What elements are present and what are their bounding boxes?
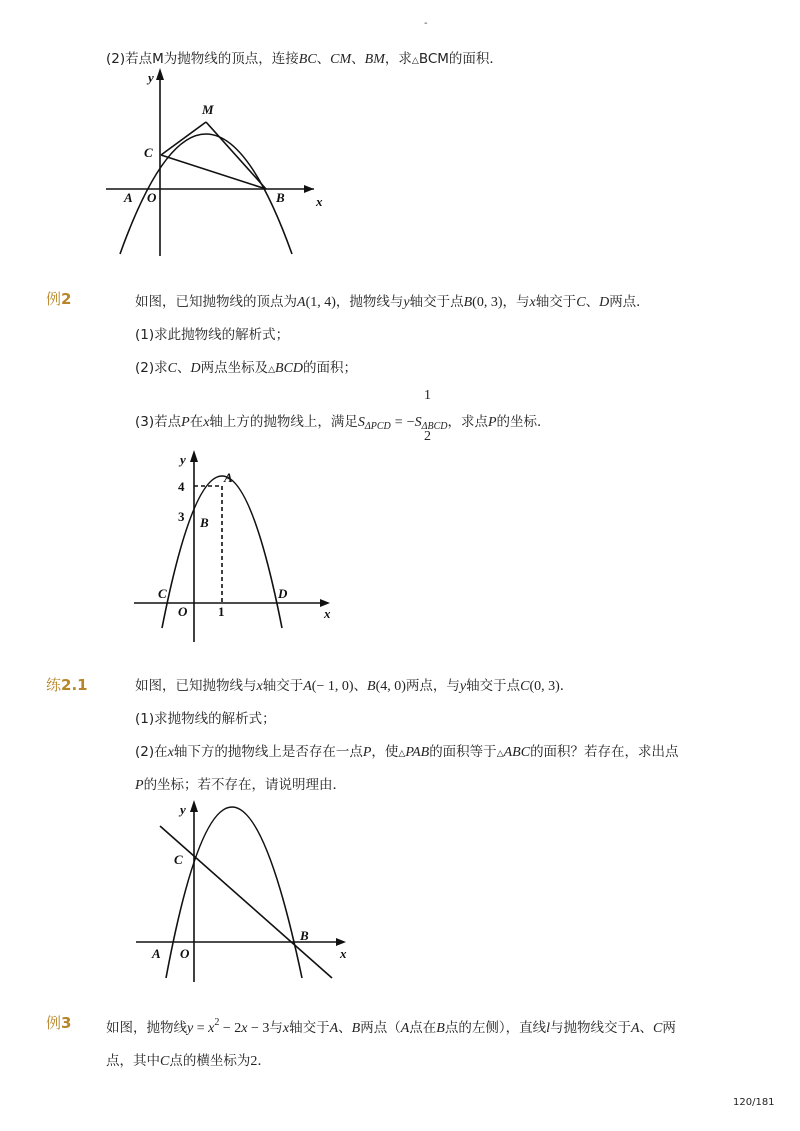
- y-axis-arrow-icon: [156, 68, 164, 80]
- label-a: A: [152, 946, 161, 961]
- label-x: x: [324, 606, 331, 621]
- page-number: 120/181: [733, 1097, 775, 1108]
- practice-2-1-tag: 练2.1: [46, 676, 88, 694]
- example-3-tag: 例3: [46, 1014, 72, 1032]
- tick-label-1: 1: [218, 604, 225, 619]
- example-3-line2: 点，其中C点的横坐标为2．: [106, 1053, 271, 1069]
- label-y: y: [148, 70, 154, 85]
- label-c: C: [158, 586, 167, 601]
- label-d: D: [278, 586, 288, 601]
- figure-3-parabola-line: [130, 796, 360, 996]
- label-x: x: [316, 194, 323, 209]
- x-axis-arrow-icon: [336, 938, 346, 946]
- top-mark: -: [424, 18, 428, 29]
- part2-question: (2)若点M为抛物线的顶点，连接BC、CM、BM，求△BCM的面积．: [106, 51, 503, 67]
- x-axis-arrow-icon: [304, 185, 314, 193]
- example-3-intro: 如图，抛物线$y = x^2 - 2x - 3$与x轴交于A、B两点（A点在B点的左侧），直线l与抛物线交于A、C两: [106, 1017, 676, 1036]
- figure-2-parabola-abcd: [128, 446, 348, 646]
- practice-2-1-q2: (2)在x轴下方的抛物线上是否存在一点P，使△PAB的面积等于△ABC的面积？若存在，求出点: [135, 744, 679, 760]
- label-m: M: [202, 102, 214, 117]
- y-axis-arrow-icon: [190, 450, 198, 462]
- label-c: C: [144, 145, 153, 160]
- label-b: B: [200, 515, 209, 530]
- label-o: O: [180, 946, 190, 961]
- example-2-q3: (3)若点P在x轴上方的抛物线上，满足$S_{\Delta PCD} = -S_{\Delta BCD}$，求点P的坐标．: [135, 414, 551, 432]
- y-axis-arrow-icon: [190, 800, 198, 812]
- label-b: B: [300, 928, 309, 943]
- practice-2-1-q2-line2: P的坐标；若不存在，请说明理由．: [135, 777, 347, 793]
- label-y: y: [180, 802, 186, 817]
- label-a: A: [124, 190, 133, 205]
- fraction-numerator: 1: [424, 388, 431, 403]
- example-2-q2: (2)求C、D两点坐标及△BCD的面积；: [135, 360, 358, 376]
- practice-2-1-intro: 如图，已知抛物线与x轴交于A(− 1, 0)、B(4, 0)两点，与y轴交于点C(0, 3)．: [135, 678, 574, 694]
- example-2-q1: (1)求此抛物线的解析式；: [135, 327, 290, 343]
- label-c: C: [174, 852, 183, 867]
- example-2-tag: 例2: [46, 290, 72, 308]
- practice-2-1-q1: (1)求抛物线的解析式；: [135, 711, 276, 727]
- label-o: O: [147, 190, 157, 205]
- fraction-denominator: 2: [424, 429, 431, 444]
- label-o: O: [178, 604, 188, 619]
- tick-label-3: 3: [178, 509, 185, 524]
- label-x: x: [340, 946, 347, 961]
- label-y: y: [180, 452, 186, 467]
- label-a: A: [224, 470, 233, 485]
- tick-label-4: 4: [178, 479, 185, 494]
- segment-cm: [161, 122, 206, 155]
- example-2-intro: 如图，已知抛物线的顶点为A(1, 4)，抛物线与y轴交于点B(0, 3)，与x轴交于C、D两点．: [135, 294, 650, 310]
- figure-1-parabola-bcm: [100, 64, 340, 264]
- label-b: B: [276, 190, 285, 205]
